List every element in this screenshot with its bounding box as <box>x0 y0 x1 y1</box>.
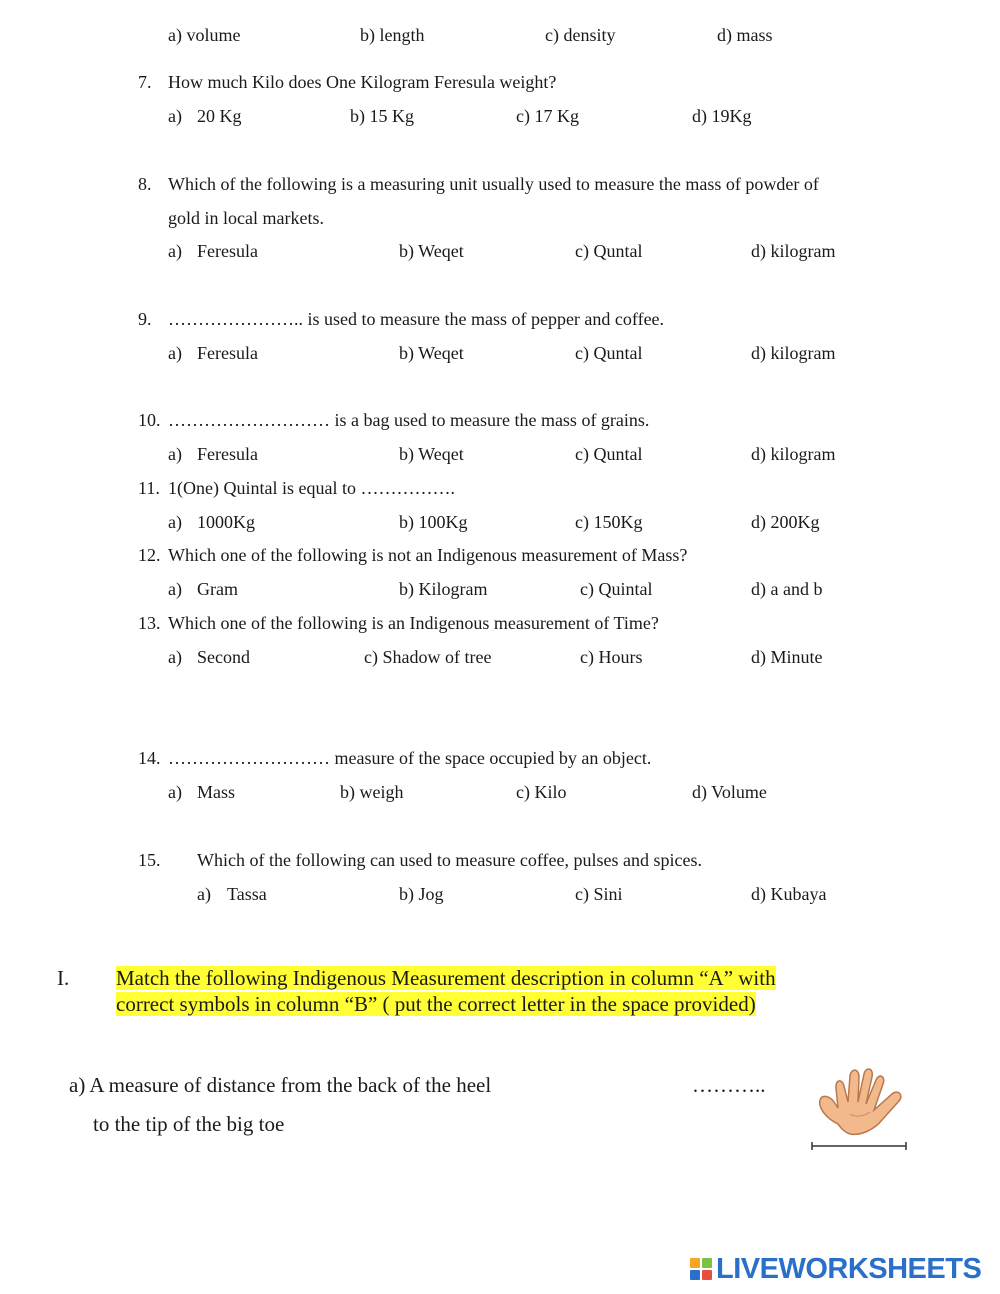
match-a-answer-blank[interactable]: ……….. <box>692 1073 766 1097</box>
q9-number: 9. <box>138 309 152 329</box>
q13-option-a-letter: a) <box>168 647 182 667</box>
q6-option-a: a) volume <box>168 25 241 45</box>
q8-option-a: Feresula <box>197 241 258 261</box>
q14-option-d: d) Volume <box>692 782 767 802</box>
q12-number: 12. <box>138 545 161 565</box>
q7-option-c: c) 17 Kg <box>516 106 579 126</box>
q12-option-a: Gram <box>197 579 238 599</box>
q8-number: 8. <box>138 174 152 194</box>
q14-option-b: b) weigh <box>340 782 404 802</box>
section-number: I. <box>57 966 70 990</box>
q12-option-d: d) a and b <box>751 579 823 599</box>
q9-option-d: d) kilogram <box>751 343 836 363</box>
q11-number: 11. <box>138 478 160 498</box>
q12-option-a-letter: a) <box>168 579 182 599</box>
q8-option-d: d) kilogram <box>751 241 836 261</box>
q12-option-c: c) Quintal <box>580 579 653 599</box>
q15-text: Which of the following can used to measure coffee, pulses and spices. <box>197 850 703 870</box>
q7-text: How much Kilo does One Kilogram Feresula weight? <box>168 72 557 92</box>
q11-option-a: 1000Kg <box>197 512 255 532</box>
section-instruction-line2-rest: ( put the correct letter in the space provided) <box>377 992 756 1016</box>
q13-option-d: d) Minute <box>751 647 823 667</box>
q13-option-c: c) Hours <box>580 647 643 667</box>
q12-option-b: b) Kilogram <box>399 579 488 599</box>
span-measure-line <box>812 1142 906 1150</box>
q9-option-a-letter: a) <box>168 343 182 363</box>
q10-option-a: Feresula <box>197 444 258 464</box>
q11-option-a-letter: a) <box>168 512 182 532</box>
q11-option-b: b) 100Kg <box>399 512 468 532</box>
q7-number: 7. <box>138 72 152 92</box>
liveworksheets-logo <box>690 1252 990 1286</box>
section-instruction-line1 <box>116 965 776 991</box>
q9-option-a: Feresula <box>197 343 258 363</box>
q9-option-b: b) Weqet <box>399 343 464 363</box>
q15-option-b: b) Jog <box>399 884 444 904</box>
q8-option-a-letter: a) <box>168 241 182 261</box>
section-instruction-line2-highlight: correct symbols in column “B” <box>116 992 378 1016</box>
q12-text: Which one of the following is not an Indigenous measurement of Mass? <box>168 545 688 565</box>
q11-option-c: c) 150Kg <box>575 512 643 532</box>
q15-option-a-letter: a) <box>197 884 211 904</box>
q11-option-d: d) 200Kg <box>751 512 820 532</box>
logo-blocks-icon <box>690 1258 712 1280</box>
q10-option-d: d) kilogram <box>751 444 836 464</box>
q6-option-c: c) density <box>545 25 616 45</box>
match-a-description-line1: a) A measure of distance from the back of the heel <box>69 1073 492 1097</box>
q15-option-d: d) Kubaya <box>751 884 827 904</box>
q15-option-a: Tassa <box>227 884 267 904</box>
logo-text: LIVEWORKSHEETS <box>716 1252 982 1285</box>
q7-option-d: d) 19Kg <box>692 106 752 126</box>
hand-span-image <box>808 1058 920 1153</box>
q9-option-c: c) Quntal <box>575 343 643 363</box>
q8-text-line2: gold in local markets. <box>168 208 324 228</box>
q13-option-a: Second <box>197 647 250 667</box>
q11-text: 1(One) Quintal is equal to ……………. <box>168 478 455 498</box>
q8-text-line1: Which of the following is a measuring unit usually used to measure the mass of powder of <box>168 174 819 194</box>
q6-option-b: b) length <box>360 25 425 45</box>
q15-number: 15. <box>138 850 161 870</box>
q14-number: 14. <box>138 748 161 768</box>
q13-text: Which one of the following is an Indigenous measurement of Time? <box>168 613 659 633</box>
q8-option-b: b) Weqet <box>399 241 464 261</box>
q10-option-b: b) Weqet <box>399 444 464 464</box>
q10-number: 10. <box>138 410 161 430</box>
match-a-description-line2: to the tip of the big toe <box>93 1112 285 1136</box>
q14-option-a-letter: a) <box>168 782 182 802</box>
q7-option-b: b) 15 Kg <box>350 106 414 126</box>
q13-option-b: c) Shadow of tree <box>364 647 492 667</box>
q14-text: ……………………… measure of the space occupied by an object. <box>168 748 652 768</box>
q13-number: 13. <box>138 613 161 633</box>
q6-option-d: d) mass <box>717 25 773 45</box>
q9-text: ………………….. is used to measure the mass of pepper and coffee. <box>168 309 665 329</box>
section-instruction-line1-text: Match the following Indigenous Measurement description in column “A” with <box>116 966 776 990</box>
q10-option-a-letter: a) <box>168 444 182 464</box>
q15-option-c: c) Sini <box>575 884 623 904</box>
q10-text: ……………………… is a bag used to measure the mass of grains. <box>168 410 650 430</box>
q7-option-a-letter: a) <box>168 106 182 126</box>
section-instruction-line2 <box>116 991 756 1017</box>
q14-option-c: c) Kilo <box>516 782 567 802</box>
q14-option-a: Mass <box>197 782 236 802</box>
q7-option-a: 20 Kg <box>197 106 242 126</box>
q10-option-c: c) Quntal <box>575 444 643 464</box>
q8-option-c: c) Quntal <box>575 241 643 261</box>
hand-icon <box>820 1069 901 1134</box>
